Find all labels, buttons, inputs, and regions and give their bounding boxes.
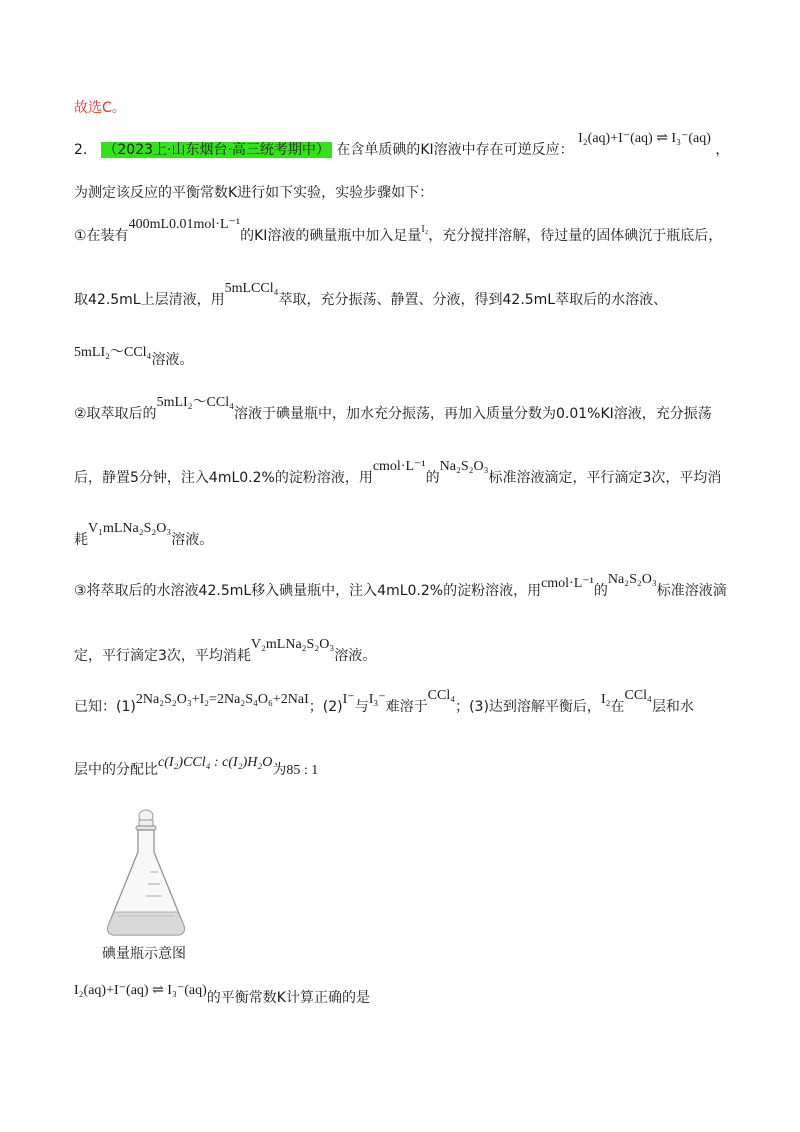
formula: 5mLI₂～CCl₄ [74,345,152,360]
text: 的KI溶液的碘量瓶中加入足量 [240,228,422,244]
text: 溶液。 [171,532,214,548]
step2-line3 [74,521,214,551]
text: ①在装有 [74,228,129,244]
known-line [74,688,694,718]
reaction-equation: I₂(aq)+I⁻(aq) ⇌ I₃⁻(aq) [578,131,711,146]
formula: cmol·L⁻¹ [541,576,594,591]
formula: I₂ [421,224,429,235]
text: 的 [593,583,608,599]
formula: I⁻ [342,692,355,707]
text: ；(2) [308,699,343,715]
text: 标准溶液滴 [656,583,727,599]
text: ②取萃取后的 [74,406,157,422]
text: ③将萃取后的水溶液42.5mL移入碘量瓶中，注入4mL0.2%的淀粉溶液，用 [74,583,542,599]
text: 已知：(1) [74,699,136,715]
text: 为 [272,762,287,778]
formula: 2Na₂S₂O₃+I₂=2Na₂S₄O₆+2NaI [135,692,309,707]
intro-text: 在含单质碘的KI溶液中存在可逆反应： [336,142,574,158]
text: ，充分搅拌溶解，待过量的固体碘沉于瓶底后， [428,228,723,244]
text: 萃取，充分振荡、静置、分液，得到42.5mL萃取后的水溶液、 [278,292,668,308]
flask-caption: 碘量瓶示意图 [102,946,186,962]
text: ；(3)达到溶解平衡后， [455,699,601,715]
goal-line: 为测定该反应的平衡常数K进行如下实验，实验步骤如下： [74,185,434,201]
answer-line: 故选C。 [74,100,126,116]
step2-line1 [74,395,712,425]
formula: V₁mLNa₂S₂O₃ [88,521,172,536]
formula: V₂mLNa₂S₂O₃ [250,637,335,652]
ratio-line [74,755,319,781]
formula: I₂(aq)+I⁻(aq) ⇌ I₃⁻(aq) [74,983,207,998]
text: 取42.5mL上层清液，用 [74,292,225,308]
iodine-flask-image [100,808,190,948]
text: 耗 [74,532,88,548]
text: 溶液。 [334,648,377,664]
text: 在 [610,699,625,715]
step2-line2 [74,459,722,489]
formula: c(I₂)CCl₄ : c(I₂)H₂O [158,755,273,770]
formula: Na₂S₂O₃ [607,572,657,587]
step3-line2 [74,637,377,667]
step3-line1 [74,572,727,602]
formula: 400mL0.01mol·L⁻¹ [128,217,241,232]
formula: 5mLCCl₄ [224,281,279,296]
text: 层和水 [651,699,694,715]
formula: Na₂S₂O₃ [439,459,489,474]
ratio-value: 85 : 1 [286,763,319,778]
formula: cmol·L⁻¹ [372,459,426,474]
text: 溶液于碘量瓶中，加水充分振荡，再加入质量分数为0.01%KI溶液，充分振荡 [234,406,712,422]
text: 定，平行滴定3次，平均消耗 [74,648,251,664]
text: 的平衡常数K计算正确的是 [206,990,370,1006]
formula: I₂ [600,692,611,707]
text: 难溶于 [385,699,428,715]
question-header [74,131,730,161]
formula: CCl₄ [624,688,652,703]
intro-tail: ， [715,142,730,158]
step1-line1 [74,217,723,248]
step1-line2 [74,281,668,311]
formula: I₃⁻ [368,692,386,707]
text: 的 [425,470,440,486]
step1-line3 [74,345,194,371]
question-number: 2． [74,142,97,158]
text: 层中的分配比 [74,762,158,778]
formula: CCl₄ [427,688,456,703]
text: 后，静置5分钟，注入4mL0.2%的淀粉溶液，用 [74,470,373,486]
formula: 5mLI₂～CCl₄ [156,395,234,410]
text: 溶液。 [151,352,194,368]
text: 标准溶液滴定，平行滴定3次，平均消 [488,470,722,486]
source-tag: （2023上·山东烟台·高三统考期中） [103,142,330,158]
text: 与 [354,699,369,715]
final-line [74,983,370,1009]
